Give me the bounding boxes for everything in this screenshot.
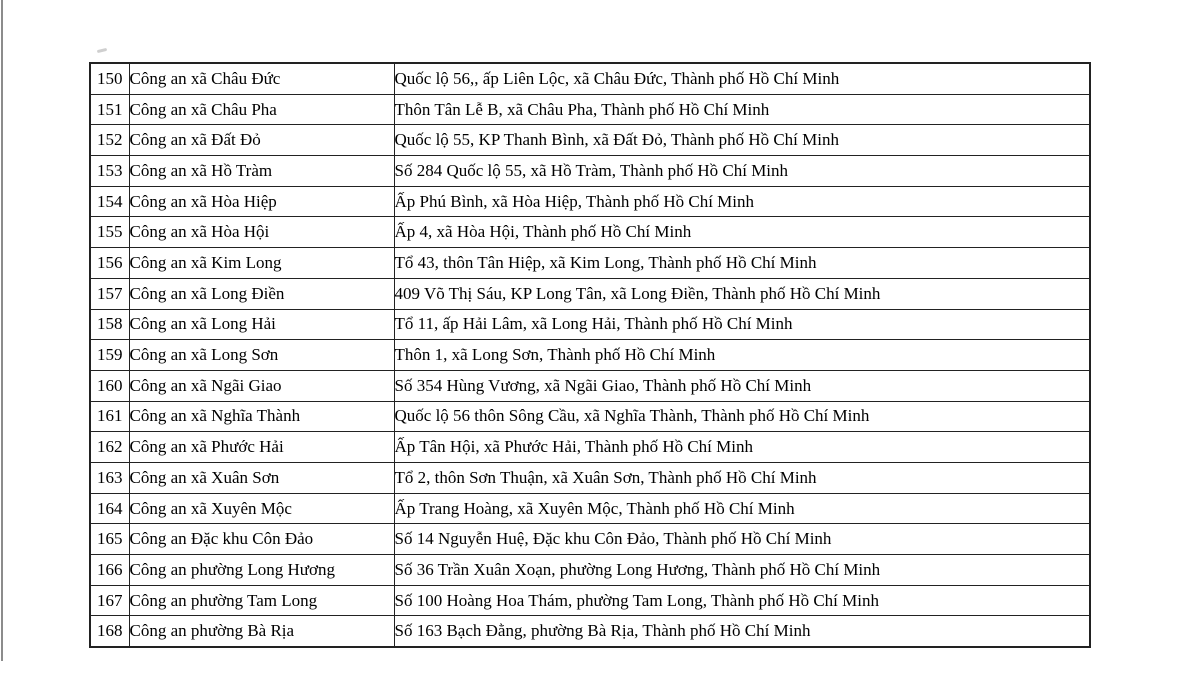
station-name-cell: Công an xã Châu Pha bbox=[129, 94, 394, 125]
table-row bbox=[90, 401, 1090, 432]
station-name-cell: Công an phường Tam Long bbox=[129, 585, 394, 616]
row-number-cell: 151 bbox=[90, 94, 129, 125]
row-number-cell: 156 bbox=[90, 248, 129, 279]
row-number-cell: 166 bbox=[90, 555, 129, 586]
station-name-cell: Công an xã Long Hải bbox=[129, 309, 394, 340]
police-station-table-body bbox=[90, 63, 1090, 647]
station-name-cell: Công an xã Xuyên Mộc bbox=[129, 493, 394, 524]
station-address-cell: Số 100 Hoàng Hoa Thám, phường Tam Long, Thành phố Hồ Chí Minh bbox=[394, 585, 1090, 616]
row-number-cell: 165 bbox=[90, 524, 129, 555]
row-number-cell: 152 bbox=[90, 125, 129, 156]
table-row bbox=[90, 585, 1090, 616]
row-number-cell: 157 bbox=[90, 278, 129, 309]
row-number-cell: 153 bbox=[90, 156, 129, 187]
station-name-cell: Công an Đặc khu Côn Đảo bbox=[129, 524, 394, 555]
station-name-cell: Công an phường Bà Rịa bbox=[129, 616, 394, 647]
table-row bbox=[90, 156, 1090, 187]
station-address-cell: Số 36 Trần Xuân Xoạn, phường Long Hương, Thành phố Hồ Chí Minh bbox=[394, 555, 1090, 586]
station-name-cell: Công an xã Hòa Hội bbox=[129, 217, 394, 248]
station-name-cell: Công an xã Kim Long bbox=[129, 248, 394, 279]
table-row bbox=[90, 493, 1090, 524]
table-row bbox=[90, 309, 1090, 340]
station-address-cell: Số 284 Quốc lộ 55, xã Hồ Tràm, Thành phố Hồ Chí Minh bbox=[394, 156, 1090, 187]
table-row bbox=[90, 524, 1090, 555]
table-row bbox=[90, 217, 1090, 248]
station-name-cell: Công an xã Long Điền bbox=[129, 278, 394, 309]
row-number-cell: 150 bbox=[90, 63, 129, 94]
table-row bbox=[90, 340, 1090, 371]
table-row bbox=[90, 432, 1090, 463]
station-address-cell: Số 163 Bạch Đằng, phường Bà Rịa, Thành phố Hồ Chí Minh bbox=[394, 616, 1090, 647]
station-name-cell: Công an xã Hòa Hiệp bbox=[129, 186, 394, 217]
row-number-cell: 155 bbox=[90, 217, 129, 248]
table-row bbox=[90, 125, 1090, 156]
police-station-table bbox=[89, 62, 1091, 648]
page-left-edge-line bbox=[1, 0, 3, 661]
table-row bbox=[90, 370, 1090, 401]
table-row bbox=[90, 94, 1090, 125]
table-row bbox=[90, 248, 1090, 279]
station-name-cell: Công an xã Đất Đỏ bbox=[129, 125, 394, 156]
station-address-cell: Thôn 1, xã Long Sơn, Thành phố Hồ Chí Minh bbox=[394, 340, 1090, 371]
row-number-cell: 158 bbox=[90, 309, 129, 340]
row-number-cell: 164 bbox=[90, 493, 129, 524]
station-name-cell: Công an xã Ngãi Giao bbox=[129, 370, 394, 401]
station-name-cell: Công an phường Long Hương bbox=[129, 555, 394, 586]
station-address-cell: 409 Võ Thị Sáu, KP Long Tân, xã Long Điền, Thành phố Hồ Chí Minh bbox=[394, 278, 1090, 309]
row-number-cell: 159 bbox=[90, 340, 129, 371]
table-row bbox=[90, 63, 1090, 94]
row-number-cell: 162 bbox=[90, 432, 129, 463]
station-name-cell: Công an xã Châu Đức bbox=[129, 63, 394, 94]
station-address-cell: Ấp 4, xã Hòa Hội, Thành phố Hồ Chí Minh bbox=[394, 217, 1090, 248]
station-address-cell: Ấp Phú Bình, xã Hòa Hiệp, Thành phố Hồ Chí Minh bbox=[394, 186, 1090, 217]
table-row bbox=[90, 186, 1090, 217]
station-address-cell: Quốc lộ 56,, ấp Liên Lộc, xã Châu Đức, Thành phố Hồ Chí Minh bbox=[394, 63, 1090, 94]
station-name-cell: Công an xã Xuân Sơn bbox=[129, 462, 394, 493]
table-row bbox=[90, 278, 1090, 309]
station-address-cell: Số 354 Hùng Vương, xã Ngãi Giao, Thành phố Hồ Chí Minh bbox=[394, 370, 1090, 401]
page-artifact-mark bbox=[97, 48, 107, 53]
table-row bbox=[90, 555, 1090, 586]
table-row bbox=[90, 616, 1090, 647]
station-name-cell: Công an xã Hồ Tràm bbox=[129, 156, 394, 187]
row-number-cell: 168 bbox=[90, 616, 129, 647]
station-name-cell: Công an xã Phước Hải bbox=[129, 432, 394, 463]
station-address-cell: Tổ 11, ấp Hải Lâm, xã Long Hải, Thành phố Hồ Chí Minh bbox=[394, 309, 1090, 340]
station-address-cell: Số 14 Nguyễn Huệ, Đặc khu Côn Đảo, Thành phố Hồ Chí Minh bbox=[394, 524, 1090, 555]
row-number-cell: 161 bbox=[90, 401, 129, 432]
row-number-cell: 154 bbox=[90, 186, 129, 217]
row-number-cell: 167 bbox=[90, 585, 129, 616]
station-address-cell: Quốc lộ 55, KP Thanh Bình, xã Đất Đỏ, Thành phố Hồ Chí Minh bbox=[394, 125, 1090, 156]
station-address-cell: Quốc lộ 56 thôn Sông Cầu, xã Nghĩa Thành, Thành phố Hồ Chí Minh bbox=[394, 401, 1090, 432]
station-address-cell: Tổ 2, thôn Sơn Thuận, xã Xuân Sơn, Thành phố Hồ Chí Minh bbox=[394, 462, 1090, 493]
station-address-cell: Tổ 43, thôn Tân Hiệp, xã Kim Long, Thành phố Hồ Chí Minh bbox=[394, 248, 1090, 279]
row-number-cell: 163 bbox=[90, 462, 129, 493]
row-number-cell: 160 bbox=[90, 370, 129, 401]
station-name-cell: Công an xã Nghĩa Thành bbox=[129, 401, 394, 432]
station-address-cell: Thôn Tân Lễ B, xã Châu Pha, Thành phố Hồ Chí Minh bbox=[394, 94, 1090, 125]
station-name-cell: Công an xã Long Sơn bbox=[129, 340, 394, 371]
station-address-cell: Ấp Tân Hội, xã Phước Hải, Thành phố Hồ Chí Minh bbox=[394, 432, 1090, 463]
station-address-cell: Ấp Trang Hoàng, xã Xuyên Mộc, Thành phố Hồ Chí Minh bbox=[394, 493, 1090, 524]
table-row bbox=[90, 462, 1090, 493]
